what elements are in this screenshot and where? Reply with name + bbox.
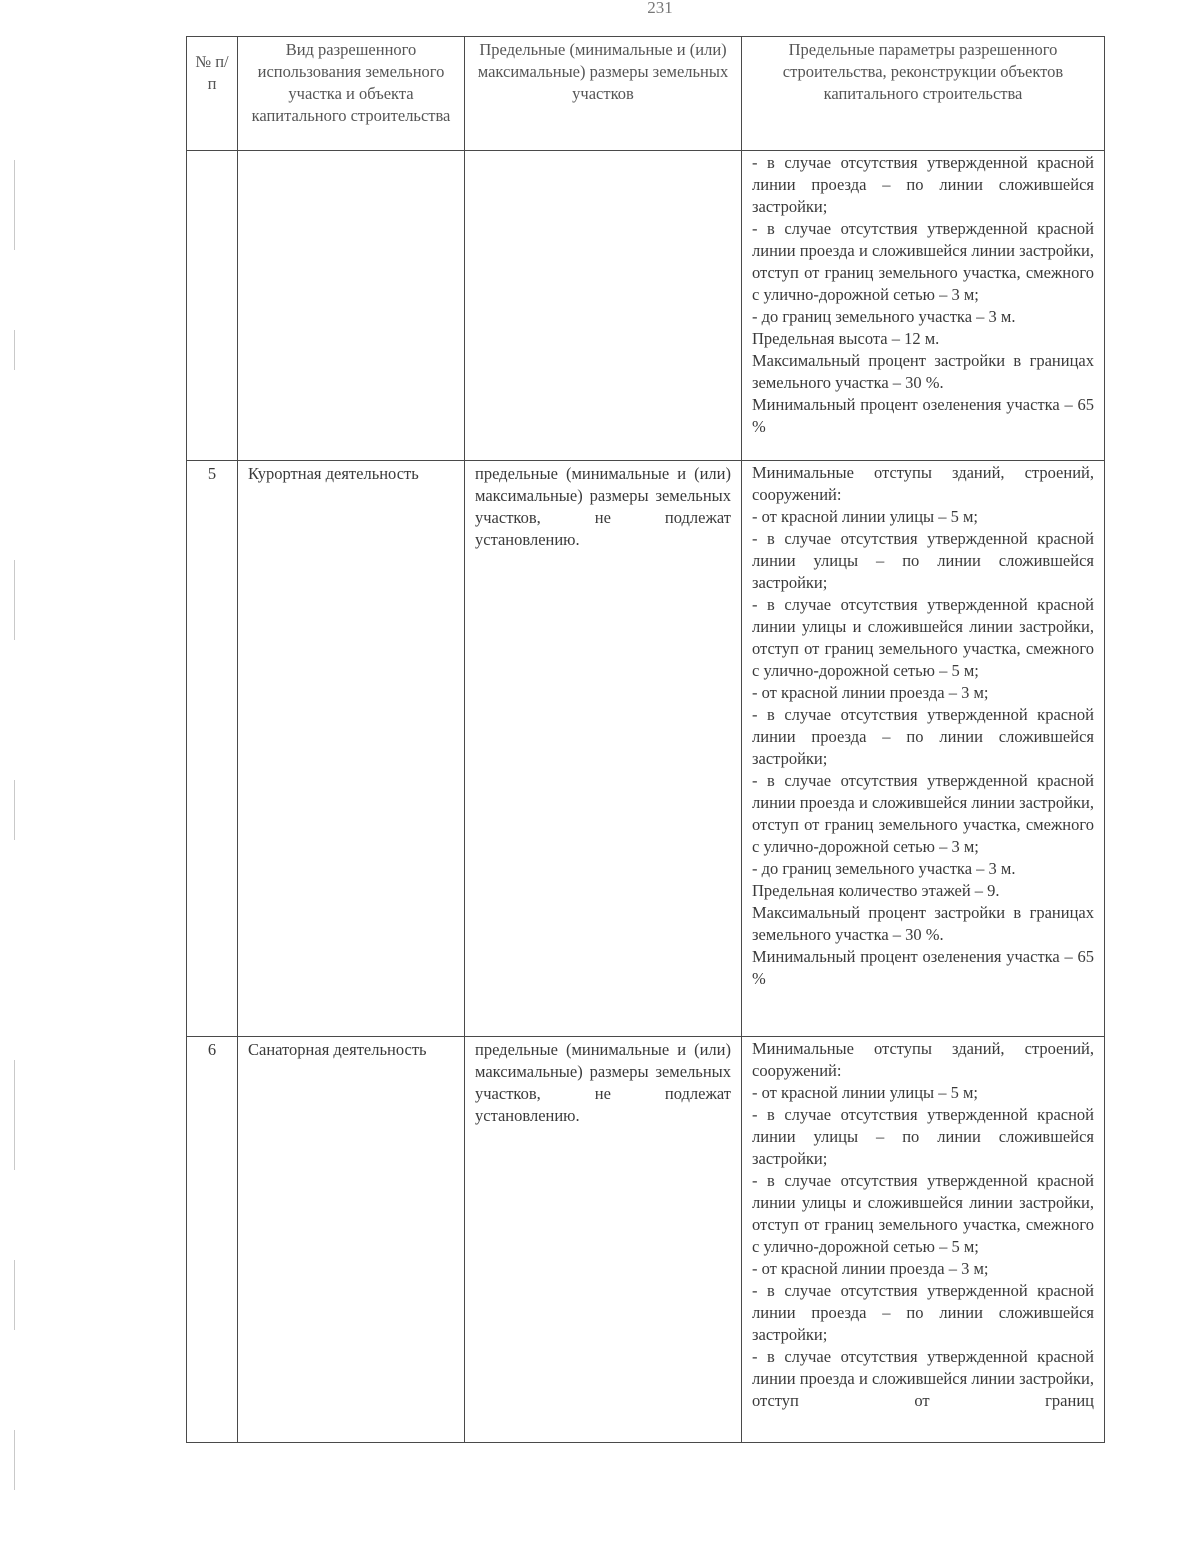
row-use: Санаторная деятельность [238, 1037, 465, 1443]
row-num: 6 [187, 1037, 238, 1443]
param-line: Минимальные отступы зданий, строений, сооружений: [752, 1039, 1094, 1080]
param-line: - от красной линии улицы – 5 м; [752, 1083, 979, 1102]
margin-mark [14, 780, 15, 840]
table-header-row [187, 37, 1105, 151]
param-line: - от красной линии улицы – 5 м; [752, 507, 979, 526]
param-line: Предельная высота – 12 м. [752, 329, 940, 348]
param-line: Предельная количество этажей – 9. [752, 881, 1000, 900]
param-line: - до границ земельного участка – 3 м. [752, 859, 1016, 878]
param-line: - в случае отсутствия утвержденной красной линии улицы – по линии сложившейся застройки; [752, 1105, 1094, 1168]
param-line: - в случае отсутствия утвержденной красной линии улицы и сложившейся линии застройки, отступ от границ земельного участка, смежного с улично-дорожной сетью – 5 м; [752, 595, 1094, 680]
header-plot-sizes: Предельные (минимальные и (или) максимальные) размеры земельных участков [465, 37, 742, 151]
param-line: Максимальный процент застройки в границах земельного участка – 30 %. [752, 903, 1094, 944]
param-line: - в случае отсутствия утвержденной красной линии проезда – по линии сложившейся застройки; [752, 153, 1094, 216]
param-line: Минимальные отступы зданий, строений, сооружений: [752, 463, 1094, 504]
param-line: Минимальный процент озеленения участка – 65 % [752, 947, 1094, 988]
margin-mark [14, 560, 15, 640]
row-params [742, 151, 1105, 461]
param-line: - в случае отсутствия утвержденной красной линии улицы и сложившейся линии застройки, отступ от границ земельного участка, смежного с улично-дорожной сетью – 5 м; [752, 1171, 1094, 1256]
param-line: Минимальный процент озеленения участка – 65 % [752, 395, 1094, 436]
table-row [187, 151, 1105, 461]
margin-mark [14, 160, 15, 250]
param-line: - в случае отсутствия утвержденной красной линии проезда – по линии сложившейся застройки; [752, 1281, 1094, 1344]
param-line: - в случае отсутствия утвержденной красной линии проезда и сложившейся линии застройки, отступ от границ земельного участка, смежного с улично-дорожной сетью – 3 м; [752, 219, 1094, 304]
param-line: - в случае отсутствия утвержденной красной линии улицы – по линии сложившейся застройки; [752, 529, 1094, 592]
table-row [187, 461, 1105, 1037]
margin-mark [14, 1260, 15, 1330]
row-sizes: предельные (минимальные и (или) максимальные) размеры земельных участков, не подлежат установлению. [465, 1037, 742, 1443]
row-sizes [465, 151, 742, 461]
header-params: Предельные параметры разрешенного строительства, реконструкции объектов капитального строительства [742, 37, 1105, 151]
row-num [187, 151, 238, 461]
regulations-table [186, 36, 1105, 1443]
header-num: № п/п [187, 37, 238, 151]
margin-mark [14, 1060, 15, 1170]
row-num: 5 [187, 461, 238, 1037]
row-use: Курортная деятельность [238, 461, 465, 1037]
row-params [742, 1037, 1105, 1443]
param-line: - до границ земельного участка – 3 м. [752, 307, 1016, 326]
param-line: - от красной линии проезда – 3 м; [752, 1259, 989, 1278]
param-line: - в случае отсутствия утвержденной красной линии проезда и сложившейся линии застройки, отступ от границ земельного участка, смежного с улично-дорожной сетью – 3 м; [752, 771, 1094, 856]
header-use-type: Вид разрешенного использования земельного участка и объекта капитального строительства [238, 37, 465, 151]
row-params [742, 461, 1105, 1037]
table-row [187, 1037, 1105, 1443]
row-sizes: предельные (минимальные и (или) максимальные) размеры земельных участков, не подлежат установлению. [465, 461, 742, 1037]
margin-mark [14, 330, 15, 370]
param-line: - в случае отсутствия утвержденной красной линии проезда – по линии сложившейся застройки; [752, 705, 1094, 768]
row-use [238, 151, 465, 461]
param-line: - от красной линии проезда – 3 м; [752, 683, 989, 702]
param-line: - в случае отсутствия утвержденной красной линии проезда и сложившейся линии застройки, отступ от границ [752, 1347, 1094, 1410]
page-number: 231 [647, 0, 673, 14]
param-line: Максимальный процент застройки в границах земельного участка – 30 %. [752, 351, 1094, 392]
margin-mark [14, 1430, 15, 1490]
